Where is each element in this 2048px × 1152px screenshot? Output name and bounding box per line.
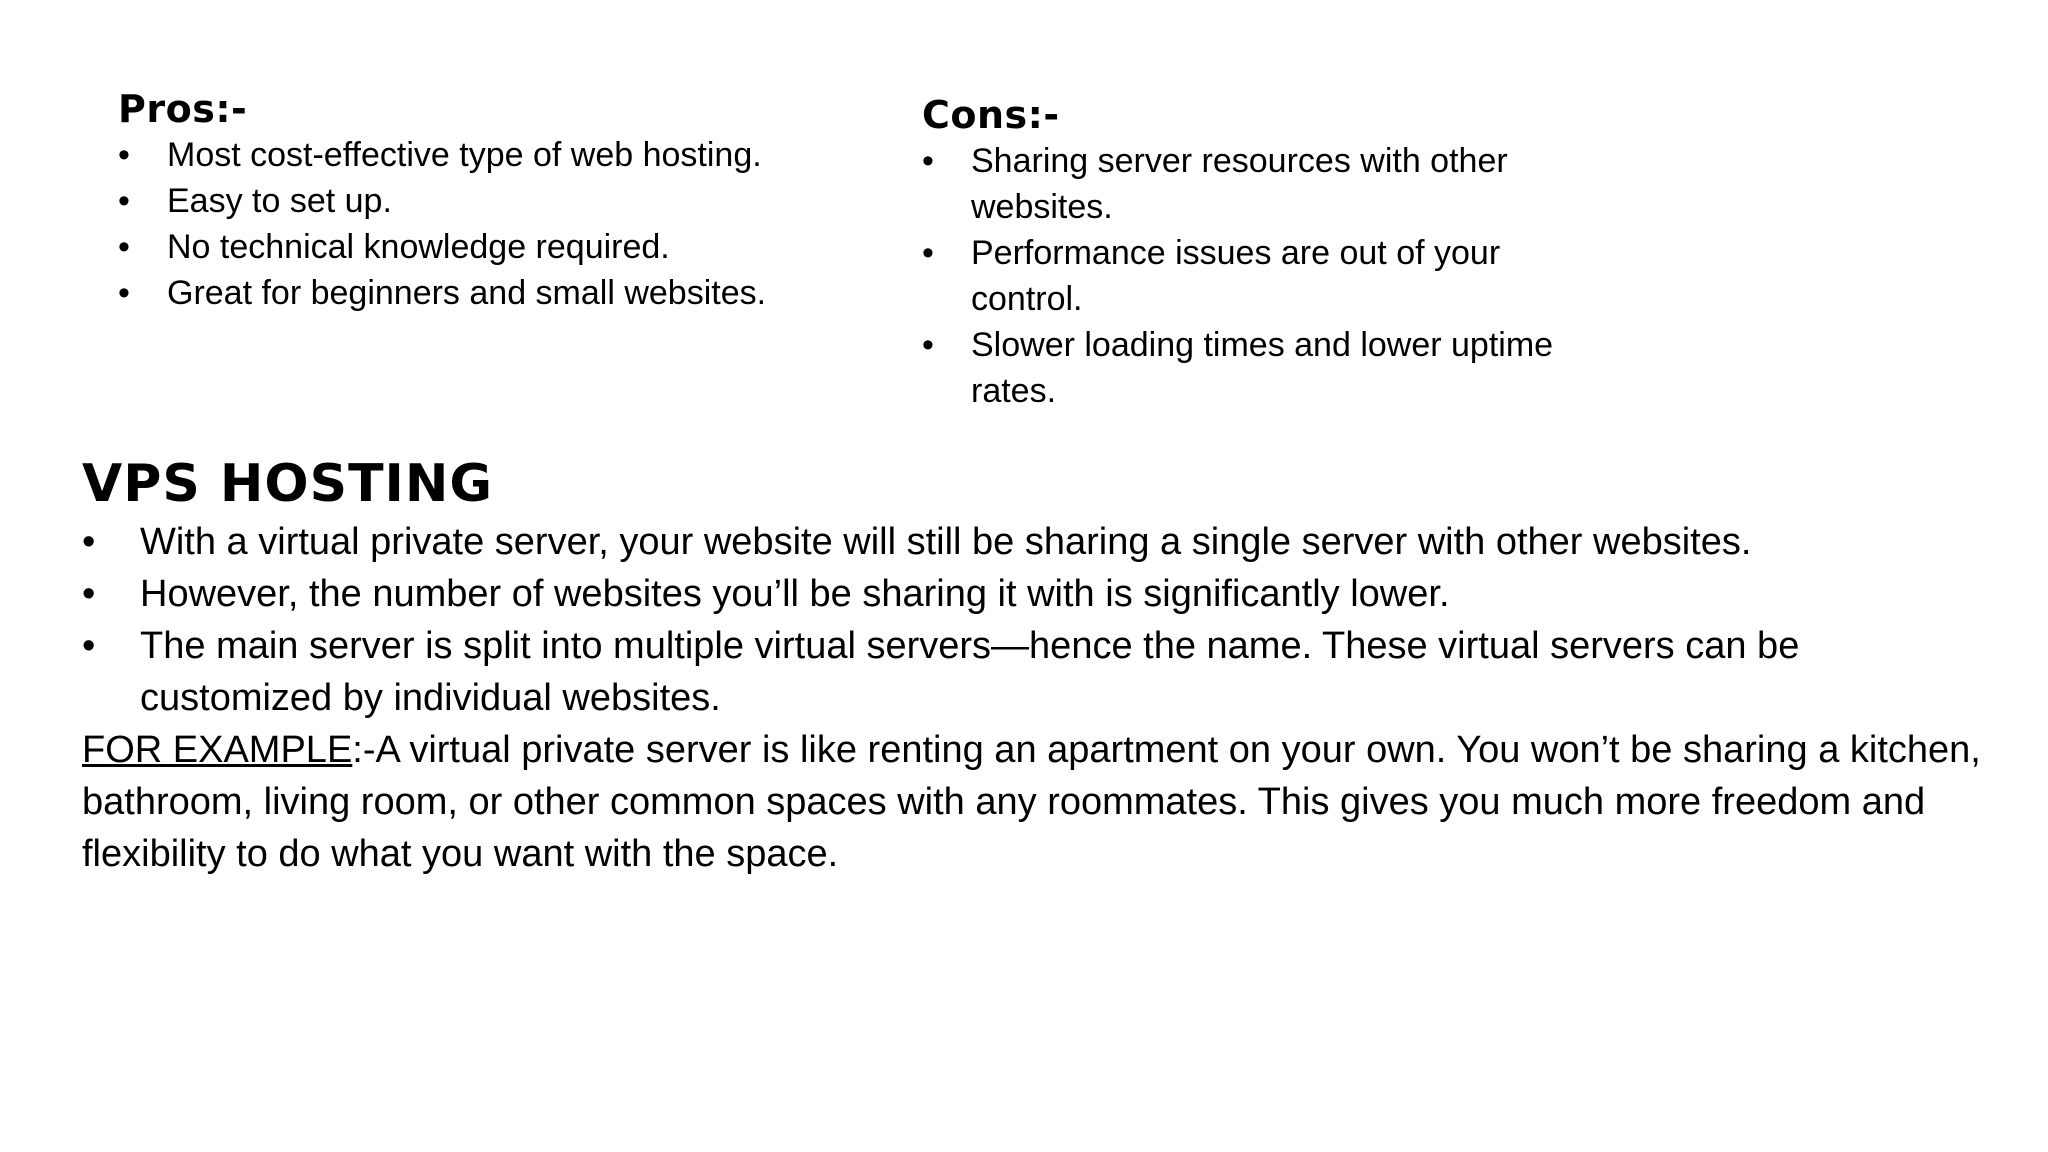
- pros-heading: Pros:-: [118, 87, 248, 131]
- vps-section: [82, 452, 1982, 880]
- example-text: :-A virtual private server is like renting an apartment on your own. You won’t be sharing a kitchen, bathroom, living room, or other common spaces with any roommates. This gives you much more freedom and flexibility to do what you want with the space.: [82, 729, 1981, 875]
- vps-item: • However, the number of websites you’ll be sharing it with is significantly lower.: [82, 568, 1982, 620]
- example-paragraph: [82, 724, 1982, 880]
- cons-section: [922, 92, 1702, 414]
- pros-item: • No technical knowledge required.: [118, 224, 878, 270]
- cons-list: [922, 138, 1702, 414]
- cons-heading: Cons:-: [922, 93, 1060, 137]
- vps-list: [82, 516, 1982, 724]
- cons-item: • Sharing server resources with other websites.: [922, 138, 1591, 230]
- vps-item: • With a virtual private server, your website will still be sharing a single server with other websites.: [82, 516, 1982, 568]
- cons-item: • Slower loading times and lower uptime rates.: [922, 322, 1591, 414]
- vps-title: VPS HOSTING: [82, 454, 494, 514]
- pros-item: • Most cost-effective type of web hosting.: [118, 132, 878, 178]
- vps-item: • The main server is split into multiple virtual servers—hence the name. These virtual servers can be customized by individual websites.: [82, 620, 1982, 724]
- pros-section: [118, 86, 878, 316]
- pros-item: • Easy to set up.: [118, 178, 878, 224]
- example-label: FOR EXAMPLE: [82, 729, 353, 771]
- pros-list: [118, 132, 878, 316]
- cons-item: • Performance issues are out of your control.: [922, 230, 1591, 322]
- pros-item: • Great for beginners and small websites.: [118, 270, 878, 316]
